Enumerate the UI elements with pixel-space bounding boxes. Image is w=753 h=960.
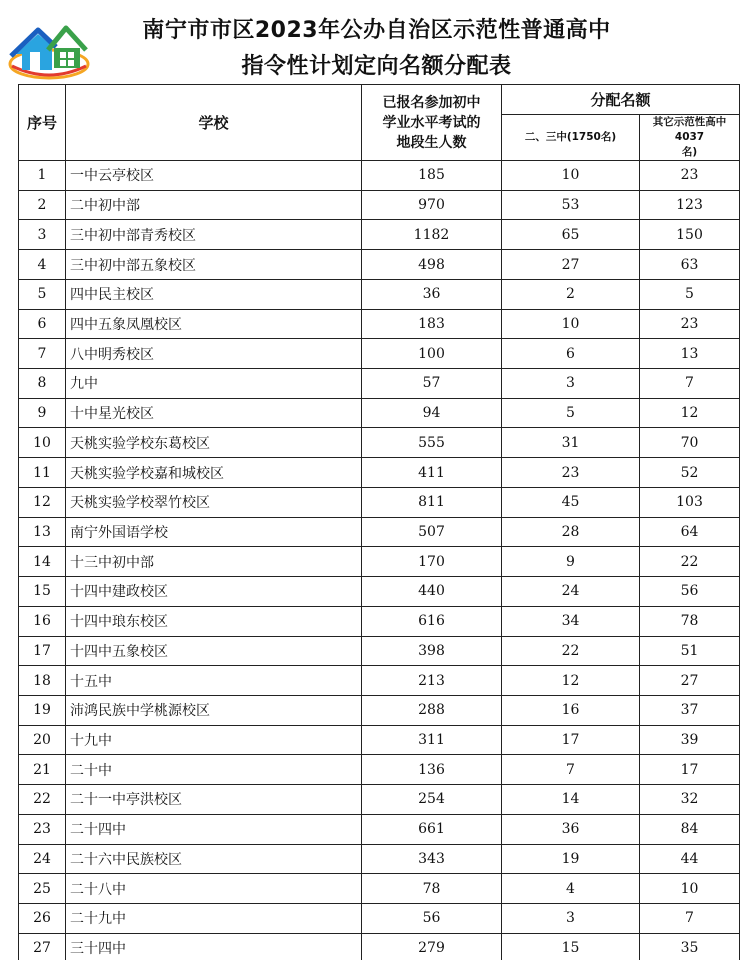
row-alloc-second-third: 24: [502, 577, 640, 607]
row-index: 23: [19, 814, 66, 844]
row-school: 二十八中: [66, 874, 362, 904]
row-school: 沛鸿民族中学桃源校区: [66, 695, 362, 725]
row-index: 24: [19, 844, 66, 874]
allocation-table: [18, 84, 740, 960]
row-school: 十五中: [66, 666, 362, 696]
row-school: 四中五象凤凰校区: [66, 309, 362, 339]
row-index: 14: [19, 547, 66, 577]
row-student-count: 183: [362, 309, 502, 339]
row-school: 四中民主校区: [66, 279, 362, 309]
row-index: 20: [19, 725, 66, 755]
row-school: 二中初中部: [66, 190, 362, 220]
header-school: 学校: [66, 85, 362, 161]
table-row: [19, 577, 740, 607]
row-alloc-second-third: 12: [502, 666, 640, 696]
row-alloc-other: 78: [640, 606, 740, 636]
row-school: 九中: [66, 369, 362, 399]
header-index: 序号: [19, 85, 66, 161]
row-index: 17: [19, 636, 66, 666]
row-alloc-other: 63: [640, 250, 740, 280]
row-alloc-second-third: 65: [502, 220, 640, 250]
row-alloc-other: 56: [640, 577, 740, 607]
row-student-count: 411: [362, 458, 502, 488]
row-student-count: 288: [362, 695, 502, 725]
row-school: 天桃实验学校东葛校区: [66, 428, 362, 458]
row-alloc-other: 70: [640, 428, 740, 458]
row-index: 11: [19, 458, 66, 488]
row-index: 9: [19, 398, 66, 428]
row-index: 5: [19, 279, 66, 309]
row-alloc-second-third: 5: [502, 398, 640, 428]
row-school: 天桃实验学校嘉和城校区: [66, 458, 362, 488]
row-alloc-other: 35: [640, 933, 740, 960]
row-school: 十四中五象校区: [66, 636, 362, 666]
row-index: 10: [19, 428, 66, 458]
row-index: 16: [19, 606, 66, 636]
row-index: 1: [19, 161, 66, 191]
row-alloc-other: 64: [640, 517, 740, 547]
table-row: [19, 844, 740, 874]
header-student-count: [362, 85, 502, 161]
row-student-count: 100: [362, 339, 502, 369]
table-row: [19, 220, 740, 250]
row-student-count: 57: [362, 369, 502, 399]
row-alloc-second-third: 19: [502, 844, 640, 874]
row-alloc-other: 27: [640, 666, 740, 696]
row-alloc-second-third: 9: [502, 547, 640, 577]
row-school: 八中明秀校区: [66, 339, 362, 369]
table-row: [19, 695, 740, 725]
row-school: 三中初中部青秀校区: [66, 220, 362, 250]
table-row: [19, 666, 740, 696]
table-row: [19, 874, 740, 904]
row-index: 21: [19, 755, 66, 785]
table-row: [19, 279, 740, 309]
row-alloc-other: 39: [640, 725, 740, 755]
row-school: 一中云亭校区: [66, 161, 362, 191]
row-school: 二十六中民族校区: [66, 844, 362, 874]
row-alloc-second-third: 10: [502, 309, 640, 339]
row-school: 二十一中亭洪校区: [66, 785, 362, 815]
row-index: 26: [19, 903, 66, 933]
page-title: 南宁市市区2023年公办自治区示范性普通高中: [142, 18, 611, 43]
row-index: 18: [19, 666, 66, 696]
row-alloc-second-third: 53: [502, 190, 640, 220]
row-school: 二十九中: [66, 903, 362, 933]
row-index: 19: [19, 695, 66, 725]
row-student-count: 507: [362, 517, 502, 547]
row-alloc-other: 5: [640, 279, 740, 309]
row-student-count: 170: [362, 547, 502, 577]
row-alloc-other: 123: [640, 190, 740, 220]
table-row: [19, 398, 740, 428]
row-alloc-second-third: 15: [502, 933, 640, 960]
row-school: 十中星光校区: [66, 398, 362, 428]
row-alloc-second-third: 3: [502, 903, 640, 933]
row-alloc-other: 37: [640, 695, 740, 725]
row-school: 十三中初中部: [66, 547, 362, 577]
row-school: 三十四中: [66, 933, 362, 960]
row-student-count: 398: [362, 636, 502, 666]
row-alloc-second-third: 31: [502, 428, 640, 458]
table-row: [19, 814, 740, 844]
row-school: 南宁外国语学校: [66, 517, 362, 547]
row-student-count: 94: [362, 398, 502, 428]
table-row: [19, 339, 740, 369]
row-student-count: 213: [362, 666, 502, 696]
row-alloc-second-third: 6: [502, 339, 640, 369]
row-alloc-second-third: 23: [502, 458, 640, 488]
row-alloc-other: 103: [640, 487, 740, 517]
table-row: [19, 428, 740, 458]
row-alloc-second-third: 28: [502, 517, 640, 547]
table-row: [19, 250, 740, 280]
table-row: [19, 309, 740, 339]
row-index: 8: [19, 369, 66, 399]
page-subtitle: 指令性计划定向名额分配表: [241, 54, 512, 79]
row-alloc-other: 52: [640, 458, 740, 488]
table-row: [19, 933, 740, 960]
row-index: 3: [19, 220, 66, 250]
table-row: [19, 903, 740, 933]
row-student-count: 36: [362, 279, 502, 309]
row-student-count: 254: [362, 785, 502, 815]
row-student-count: 311: [362, 725, 502, 755]
row-school: 二十中: [66, 755, 362, 785]
row-alloc-other: 32: [640, 785, 740, 815]
row-student-count: 661: [362, 814, 502, 844]
row-student-count: 78: [362, 874, 502, 904]
row-index: 15: [19, 577, 66, 607]
row-alloc-other: 10: [640, 874, 740, 904]
row-index: 2: [19, 190, 66, 220]
row-alloc-second-third: 14: [502, 785, 640, 815]
row-school: 十四中琅东校区: [66, 606, 362, 636]
table-row: [19, 636, 740, 666]
row-index: 27: [19, 933, 66, 960]
row-alloc-second-third: 2: [502, 279, 640, 309]
table-row: [19, 161, 740, 191]
header-alloc-other-line2: 名): [681, 146, 698, 158]
header-allocation: 分配名额: [502, 85, 740, 115]
row-index: 4: [19, 250, 66, 280]
row-student-count: 279: [362, 933, 502, 960]
table-row: [19, 190, 740, 220]
row-student-count: 498: [362, 250, 502, 280]
header-count-line3: 地段生人数: [396, 134, 467, 151]
row-index: 22: [19, 785, 66, 815]
row-alloc-other: 84: [640, 814, 740, 844]
row-index: 13: [19, 517, 66, 547]
row-school: 十九中: [66, 725, 362, 755]
row-alloc-other: 7: [640, 903, 740, 933]
row-alloc-second-third: 4: [502, 874, 640, 904]
row-alloc-other: 23: [640, 309, 740, 339]
row-student-count: 1182: [362, 220, 502, 250]
row-index: 12: [19, 487, 66, 517]
row-school: 天桃实验学校翠竹校区: [66, 487, 362, 517]
table-row: [19, 517, 740, 547]
row-student-count: 440: [362, 577, 502, 607]
row-school: 三中初中部五象校区: [66, 250, 362, 280]
row-alloc-other: 150: [640, 220, 740, 250]
table-row: [19, 487, 740, 517]
header-count-line2: 学业水平考试的: [382, 114, 481, 131]
row-student-count: 136: [362, 755, 502, 785]
row-alloc-other: 17: [640, 755, 740, 785]
row-alloc-other: 22: [640, 547, 740, 577]
row-alloc-second-third: 3: [502, 369, 640, 399]
row-alloc-other: 13: [640, 339, 740, 369]
row-school: 二十四中: [66, 814, 362, 844]
table-row: [19, 369, 740, 399]
row-alloc-other: 44: [640, 844, 740, 874]
table-row: [19, 547, 740, 577]
row-alloc-second-third: 22: [502, 636, 640, 666]
row-index: 25: [19, 874, 66, 904]
row-school: 十四中建政校区: [66, 577, 362, 607]
row-student-count: 616: [362, 606, 502, 636]
row-alloc-other: 7: [640, 369, 740, 399]
header-count-line1: 已报名参加初中: [382, 94, 481, 111]
row-student-count: 343: [362, 844, 502, 874]
header-alloc-other-line1: 其它示范性高中4037: [652, 116, 727, 143]
table-row: [19, 458, 740, 488]
row-alloc-second-third: 16: [502, 695, 640, 725]
row-alloc-second-third: 10: [502, 161, 640, 191]
table-row: [19, 785, 740, 815]
row-alloc-second-third: 36: [502, 814, 640, 844]
row-alloc-second-third: 17: [502, 725, 640, 755]
row-alloc-second-third: 7: [502, 755, 640, 785]
row-student-count: 185: [362, 161, 502, 191]
row-alloc-other: 12: [640, 398, 740, 428]
header-alloc-second-third: 二、三中(1750名): [502, 115, 640, 161]
row-alloc-second-third: 45: [502, 487, 640, 517]
row-student-count: 555: [362, 428, 502, 458]
row-alloc-other: 23: [640, 161, 740, 191]
table-row: [19, 725, 740, 755]
row-alloc-second-third: 34: [502, 606, 640, 636]
row-student-count: 970: [362, 190, 502, 220]
row-index: 6: [19, 309, 66, 339]
header-alloc-other: [640, 115, 740, 161]
row-student-count: 811: [362, 487, 502, 517]
table-row: [19, 755, 740, 785]
table-row: [19, 606, 740, 636]
row-student-count: 56: [362, 903, 502, 933]
row-alloc-second-third: 27: [502, 250, 640, 280]
row-index: 7: [19, 339, 66, 369]
row-alloc-other: 51: [640, 636, 740, 666]
